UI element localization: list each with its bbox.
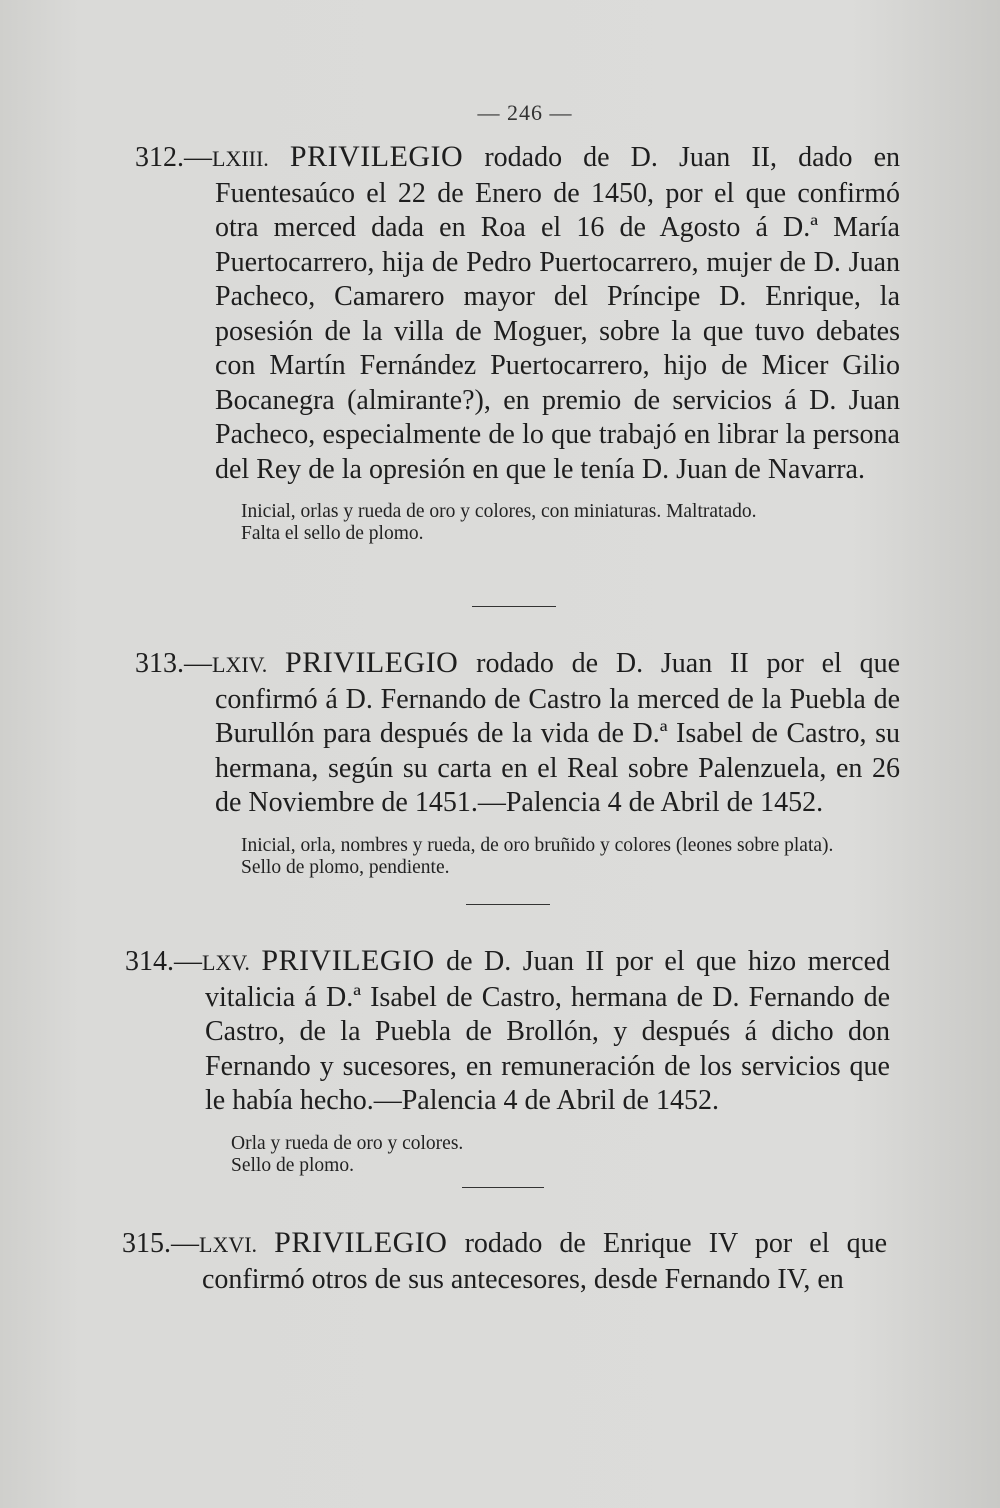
entry-text <box>122 1226 888 1297</box>
entry-roman-numeral: LXVI. <box>199 1232 258 1257</box>
note-line: Inicial, orlas y rueda de oro y colores, con miniaturas. Maltratado. <box>241 501 757 522</box>
page-number: — 246 — <box>477 100 573 125</box>
entry-title: PRIVILEGIO <box>274 1226 448 1259</box>
entry-note <box>241 501 900 545</box>
entry-number: 312.— <box>135 142 212 173</box>
entry-roman-numeral: LXV. <box>202 950 250 975</box>
entry-description: rodado de D. Juan II por el que confirmó á D. Fernando de Castro la merced de la Puebla de Burullón para después de la vida de D.ª Isabel de Castro, su hermana, según su carta en el Real sobre Palenzuela, en 26 de Noviembre de 1451.—Palencia 4 de Abril de 1452. <box>215 648 900 818</box>
entry-text <box>135 646 900 821</box>
catalog-entry-314 <box>125 944 891 1177</box>
entry-number: 315.— <box>122 1228 199 1259</box>
entry-number: 313.— <box>135 648 212 679</box>
section-divider <box>462 1187 544 1188</box>
entry-title: PRIVILEGIO <box>261 944 435 977</box>
catalog-entry-313 <box>135 646 900 879</box>
entry-description: de D. Juan II por el que hizo merced vitalicia á D.ª Isabel de Castro, hermana de D. Fernando de Castro, de la Puebla de Brollón, y después á dicho don Fernando y sucesores, en remuneración de los servicios que le había hecho.—Palencia 4 de Abril de 1452. <box>205 946 891 1116</box>
entry-text <box>125 944 891 1119</box>
section-divider <box>466 904 550 905</box>
note-line: Sello de plomo, pendiente. <box>241 856 450 878</box>
note-line: Orla y rueda de oro y colores. <box>231 1132 464 1154</box>
entry-text <box>135 140 901 487</box>
entry-title: PRIVILEGIO <box>289 140 464 173</box>
entry-title: PRIVILEGIO <box>285 646 459 679</box>
note-line: Sello de plomo. <box>231 1154 354 1176</box>
catalog-entry-315 <box>122 1226 888 1297</box>
entry-roman-numeral: LXIII. <box>212 146 269 171</box>
entry-description: rodado de Enrique IV por el que confirmó otros de sus antecesores, desde Fernando IV, en <box>202 1228 888 1295</box>
entry-roman-numeral: LXIV. <box>212 652 268 677</box>
note-line: Falta el sello de plomo. <box>241 523 424 544</box>
entry-note <box>241 835 900 879</box>
entry-note <box>231 1133 890 1177</box>
entry-number: 314.— <box>125 946 202 977</box>
catalog-entry-312 <box>135 140 901 545</box>
section-divider <box>472 606 556 607</box>
note-line: Inicial, orla, nombres y rueda, de oro bruñido y colores (leones sobre plata). <box>241 834 834 856</box>
entry-description: rodado de D. Juan II, dado en Fuentesaúco el 22 de Enero de 1450, por el que confirmó otra merced dada en Roa el 16 de Agosto á D.ª María Puertocarrero, hija de Pedro Puertocarrero, mujer de D. Juan Pacheco, Camarero mayor del Príncipe D. Enrique, la posesión de la villa de Moguer, sobre la que tuvo debates con Martín Fernández Puertocarrero, hijo de Micer Gilio Bocanegra (almirante?), en premio de servicios á D. Juan Pacheco, especialmente de lo que trabajó en librar la persona del Rey de la opresión en que le tenía D. Juan de Navarra. <box>215 142 901 485</box>
